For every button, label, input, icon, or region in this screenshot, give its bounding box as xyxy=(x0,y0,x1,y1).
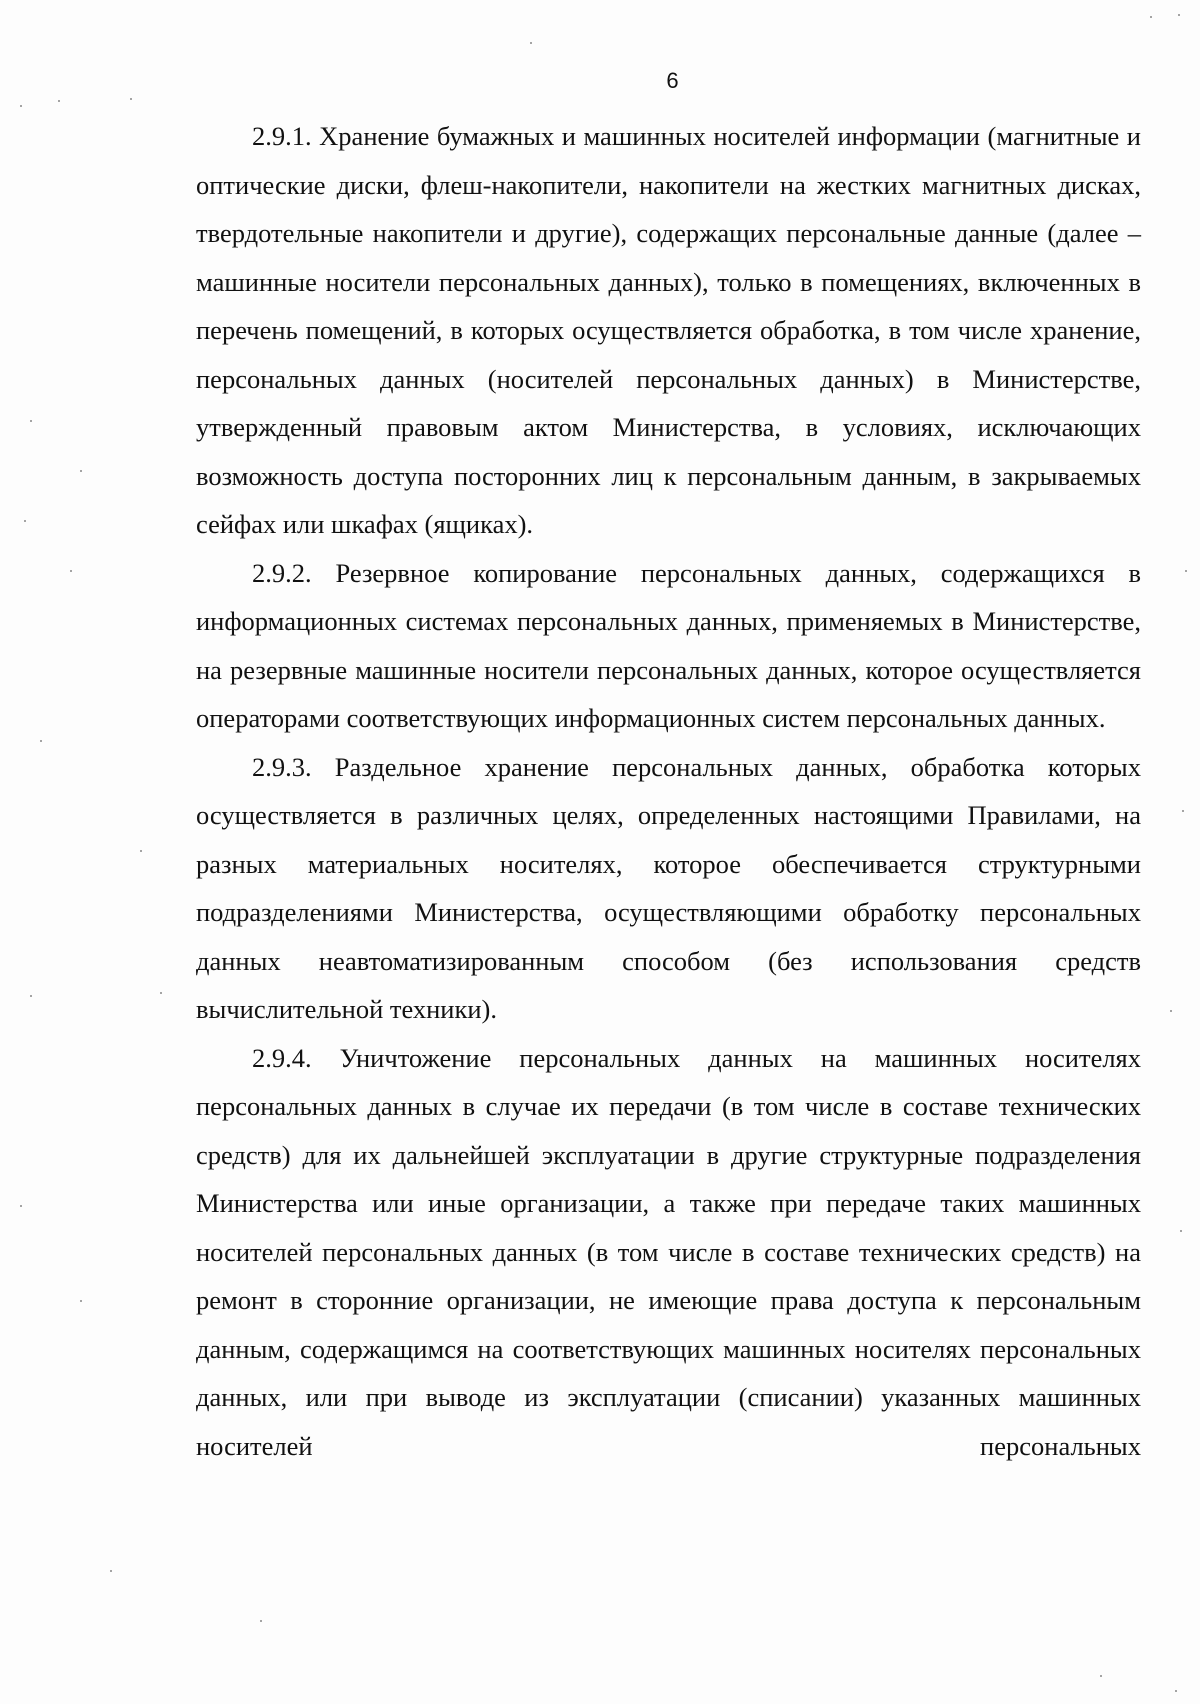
scan-speck xyxy=(58,100,60,102)
paragraph-2-9-2: 2.9.2. Резервное копирование персональных данных, содержащихся в информационных системах персональных данных, применяемых в Министерстве, на резервные машинные носители персональных данных, которое осуществляется операторами соответствующих информационных систем персональных данных. xyxy=(196,557,1141,733)
scan-speck xyxy=(130,98,132,100)
paragraph-2-9-1: 2.9.1. Хранение бумажных и машинных носителей информации (магнитные и оптические диски, флеш-накопители, накопители на жестких магнитных дисках, твердотельные накопители и другие), содержащих персональные данные (далее – машинные носители персональных данных), только в помещениях, включенных в перечень помещений, в которых осуществляется обработка, в том числе хранение, персональных данных (носителей персональных данных) в Министерстве, утвержденный правовым актом Министерства, в условиях, исключающих возможность доступа посторонних лиц к персональным данным, в закрываемых сейфах или шкафах (ящиках). xyxy=(196,121,1141,539)
scan-speck xyxy=(80,1300,82,1302)
document-body xyxy=(196,112,1141,1470)
scan-speck xyxy=(1182,810,1184,812)
scan-speck xyxy=(70,570,72,572)
scan-speck xyxy=(1178,14,1180,16)
scan-speck xyxy=(20,105,22,107)
scan-speck xyxy=(24,520,26,522)
scan-speck xyxy=(140,850,142,852)
scan-speck xyxy=(530,42,532,44)
scan-speck xyxy=(80,470,82,472)
paragraph-2-9-4: 2.9.4. Уничтожение персональных данных на машинных носителях персональных данных в случае их передачи (в том числе в составе технических средств) для их дальнейшей эксплуатации в другие структурные подразделения Министерства или иные организации, а также при передаче таких машинных носителей персональных данных (в том числе в составе технических средств) на ремонт в сторонние организации, не имеющие права доступа к персональным данным, содержащимся на соответствующих машинных носителях персональных данных, или при выводе из эксплуатации (списании) указанных машинных носителей персональных xyxy=(196,1042,1141,1461)
scan-speck xyxy=(30,995,32,997)
paragraph-2-9-3: 2.9.3. Раздельное хранение персональных данных, обработка которых осуществляется в различных целях, определенных настоящими Правилами, на разных материальных носителях, которое обеспечивается структурными подразделениями Министерства, осуществляющими обработку персональных данных неавтоматизированным способом (без использования средств вычислительной техники). xyxy=(196,751,1141,1024)
scan-speck xyxy=(1175,1690,1177,1692)
scan-speck xyxy=(20,1205,22,1207)
scan-speck xyxy=(30,420,32,422)
scan-speck xyxy=(160,992,162,994)
scan-speck xyxy=(1170,1010,1172,1012)
scan-speck xyxy=(110,1570,112,1572)
scan-speck xyxy=(1150,16,1152,18)
scan-speck xyxy=(40,740,42,742)
scan-speck xyxy=(1100,1675,1102,1677)
scan-speck xyxy=(1180,1230,1182,1232)
scan-speck xyxy=(260,1620,262,1622)
scan-speck xyxy=(1185,570,1187,572)
page-number: 6 xyxy=(666,68,679,93)
